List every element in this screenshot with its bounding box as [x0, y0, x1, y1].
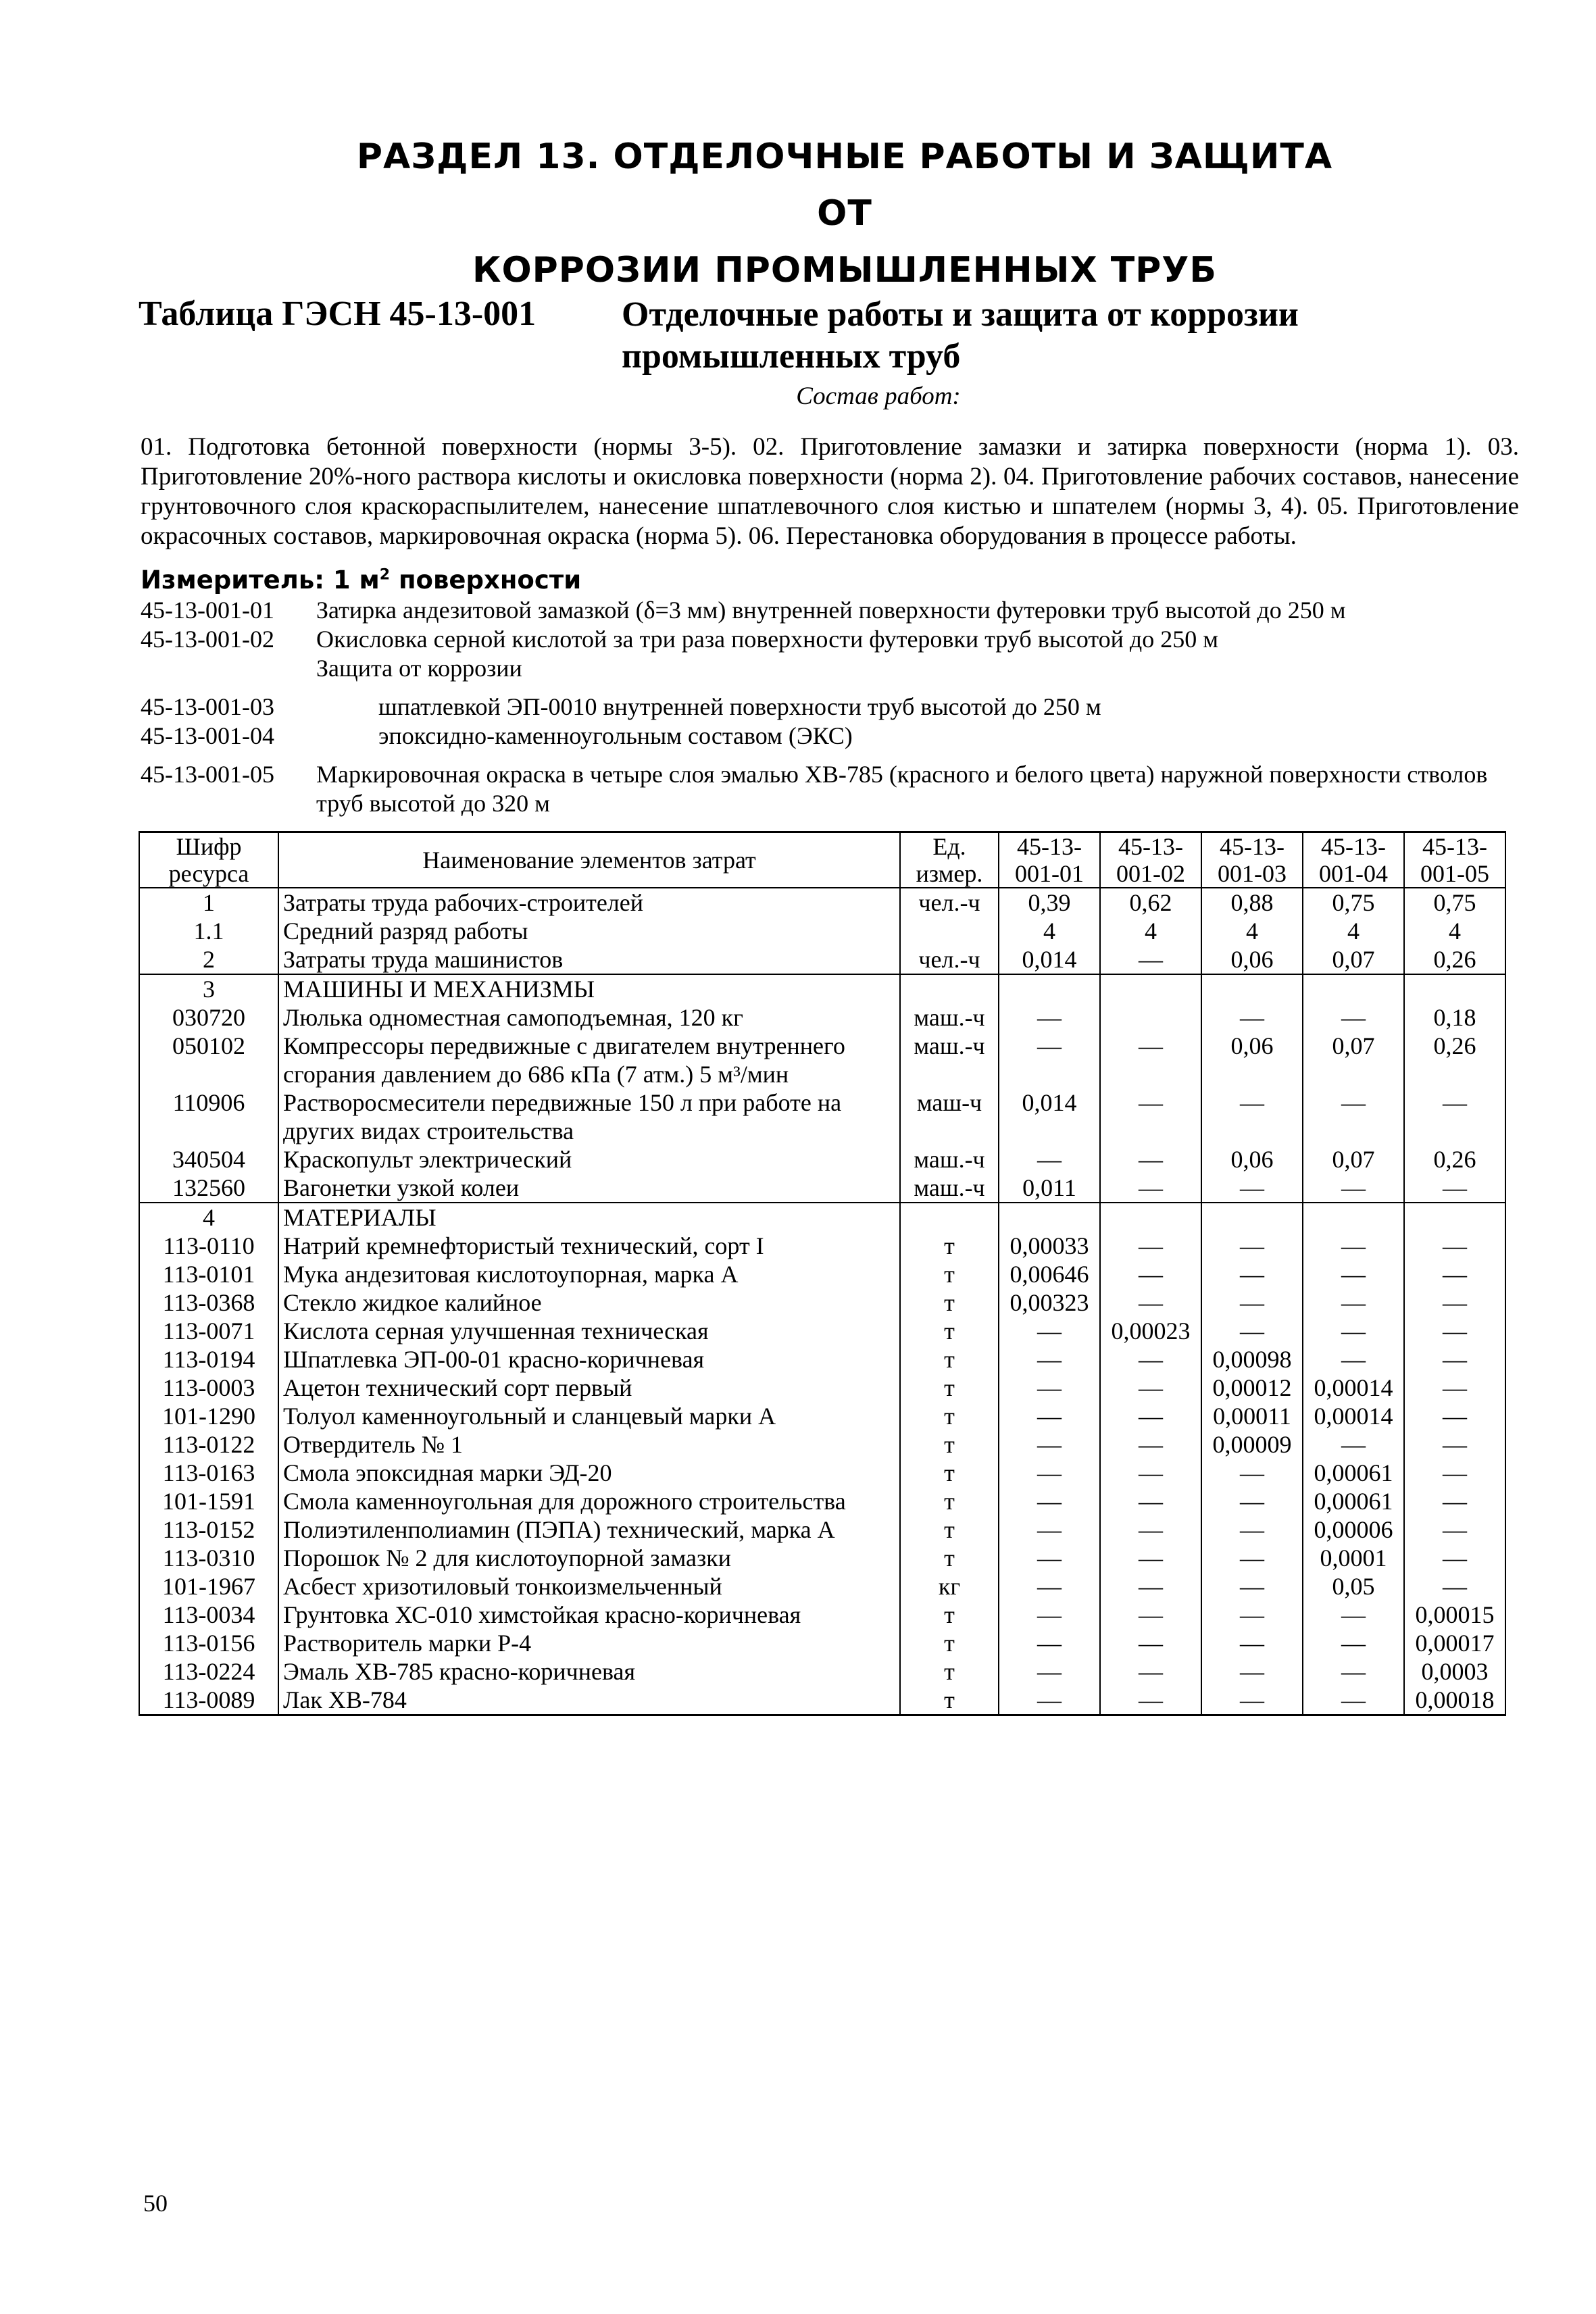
- norm-value: —: [1201, 1601, 1303, 1629]
- norm-value: [1404, 1203, 1505, 1232]
- resource-code: 1.1: [139, 917, 278, 945]
- cost-element-name: Растворитель марки Р-4: [278, 1629, 900, 1657]
- unit: т: [900, 1345, 999, 1374]
- norm-code: 45-13-001-05: [141, 761, 274, 788]
- table-row: [139, 888, 1505, 917]
- resource-code: 113-0003: [139, 1374, 278, 1402]
- norm-value: —: [1404, 1260, 1505, 1288]
- unit: маш-ч: [900, 1088, 999, 1145]
- cost-table-body: [139, 888, 1505, 1715]
- norm-value: —: [1404, 1459, 1505, 1487]
- resource-code: 3: [139, 974, 278, 1003]
- norm-row: [141, 760, 1532, 818]
- table-row: [139, 1088, 1505, 1145]
- table-row: [139, 1345, 1505, 1374]
- norm-value: 0,18: [1404, 1003, 1505, 1032]
- meter-sup: 2: [379, 566, 391, 584]
- table-row: [139, 1544, 1505, 1572]
- table-row: [139, 945, 1505, 974]
- cost-element-name: Мука андезитовая кислотоупорная, марка А: [278, 1260, 900, 1288]
- header-col-5: 45-13-001-05: [1404, 832, 1505, 888]
- norm-value: 0,00061: [1303, 1459, 1404, 1487]
- unit: [900, 917, 999, 945]
- norm-value: —: [1201, 1232, 1303, 1260]
- resource-code: 113-0122: [139, 1430, 278, 1459]
- norm-row: [141, 596, 1532, 625]
- cost-element-name: Растворосмесители передвижные 150 л при работе на других видах строительства: [278, 1088, 900, 1145]
- cost-element-name: Стекло жидкое калийное: [278, 1288, 900, 1317]
- norm-value: —: [1100, 1088, 1201, 1145]
- resource-code: 113-0224: [139, 1657, 278, 1686]
- norm-value: 0,011: [999, 1174, 1100, 1203]
- norm-value: —: [999, 1572, 1100, 1601]
- norm-value: —: [999, 1544, 1100, 1572]
- section-title: [338, 128, 1351, 299]
- unit: маш.-ч: [900, 1174, 999, 1203]
- norm-value: —: [1303, 1601, 1404, 1629]
- norm-value: 0,00017: [1404, 1629, 1505, 1657]
- norm-value: —: [999, 1430, 1100, 1459]
- norm-row: [141, 654, 1532, 683]
- norm-value: 0,39: [999, 888, 1100, 917]
- unit: маш.-ч: [900, 1032, 999, 1088]
- norm-value: 0,00014: [1303, 1374, 1404, 1402]
- norm-value: 0,00009: [1201, 1430, 1303, 1459]
- resource-code: 113-0071: [139, 1317, 278, 1345]
- resource-code: 101-1591: [139, 1487, 278, 1515]
- norm-value: 0,05: [1303, 1572, 1404, 1601]
- norm-value: —: [999, 1686, 1100, 1715]
- unit: т: [900, 1487, 999, 1515]
- norm-code: [141, 654, 316, 683]
- norm-value: —: [1201, 1629, 1303, 1657]
- norm-value: —: [1100, 1487, 1201, 1515]
- table-row: [139, 1686, 1505, 1715]
- norm-value: —: [999, 1515, 1100, 1544]
- cost-element-name: Эмаль ХВ-785 красно-коричневая: [278, 1657, 900, 1686]
- resource-code: 113-0194: [139, 1345, 278, 1374]
- norm-value: —: [1201, 1317, 1303, 1345]
- table-row: [139, 1317, 1505, 1345]
- norm-row: [141, 693, 1532, 722]
- table-row: [139, 1145, 1505, 1174]
- norm-value: —: [1100, 1260, 1201, 1288]
- norm-text: шпатлевкой ЭП-0010 внутренней поверхности труб высотой до 250 м: [378, 693, 1101, 720]
- header-unit: Ед. измер.: [900, 832, 999, 888]
- norm-value: —: [1303, 1629, 1404, 1657]
- norm-value: 0,00061: [1303, 1487, 1404, 1515]
- unit: т: [900, 1657, 999, 1686]
- composition-heading: Состав работ:: [796, 382, 961, 410]
- norm-value: 0,00023: [1100, 1317, 1201, 1345]
- meter-suffix: поверхности: [390, 565, 582, 595]
- norm-value: 0,00012: [1201, 1374, 1303, 1402]
- cost-element-name: Компрессоры передвижные с двигателем внутреннего сгорания давлением до 686 кПа (7 атм.) 5 м³/мин: [278, 1032, 900, 1088]
- norm-value: —: [1303, 1657, 1404, 1686]
- resource-code: 110906: [139, 1088, 278, 1145]
- norm-row: [141, 625, 1532, 654]
- header-col-1: 45-13-001-01: [999, 832, 1100, 888]
- norm-value: —: [1100, 1686, 1201, 1715]
- norm-value: —: [1303, 1088, 1404, 1145]
- norm-value: —: [999, 1003, 1100, 1032]
- norm-value: [999, 974, 1100, 1003]
- cost-element-name: Грунтовка ХС-010 химстойкая красно-коричневая: [278, 1601, 900, 1629]
- unit: т: [900, 1601, 999, 1629]
- norm-text: Окисловка серной кислотой за три раза поверхности футеровки труб высотой до 250 м: [316, 626, 1219, 653]
- norm-value: —: [1201, 1088, 1303, 1145]
- norm-value: —: [1303, 1260, 1404, 1288]
- norm-value: 0,00323: [999, 1288, 1100, 1317]
- norm-value: —: [999, 1487, 1100, 1515]
- norm-value: —: [1100, 1345, 1201, 1374]
- norm-value: —: [999, 1317, 1100, 1345]
- table-row: [139, 1032, 1505, 1088]
- unit: т: [900, 1288, 999, 1317]
- resource-code: 2: [139, 945, 278, 974]
- norm-value: 0,06: [1201, 945, 1303, 974]
- table-section-row: [139, 1203, 1505, 1232]
- norm-value: —: [1303, 1686, 1404, 1715]
- norm-value: —: [1303, 1174, 1404, 1203]
- norm-value: 0,014: [999, 945, 1100, 974]
- norm-value: —: [1201, 1174, 1303, 1203]
- resource-code: 101-1290: [139, 1402, 278, 1430]
- cost-element-name: Затраты труда машинистов: [278, 945, 900, 974]
- table-row: [139, 1003, 1505, 1032]
- table-row: [139, 1657, 1505, 1686]
- norm-value: —: [1404, 1088, 1505, 1145]
- norm-value: —: [1201, 1288, 1303, 1317]
- norm-value: 0,75: [1303, 888, 1404, 917]
- norm-value: —: [999, 1145, 1100, 1174]
- norm-value: 4: [1404, 917, 1505, 945]
- norm-value: —: [1201, 1657, 1303, 1686]
- section-title-line1: РАЗДЕЛ 13. ОТДЕЛОЧНЫЕ РАБОТЫ И ЗАЩИТА ОТ: [356, 136, 1333, 234]
- norm-value: —: [1100, 1032, 1201, 1088]
- unit: т: [900, 1544, 999, 1572]
- norm-value: [1201, 974, 1303, 1003]
- unit: т: [900, 1515, 999, 1544]
- header-name: Наименование элементов затрат: [278, 832, 900, 888]
- norm-text: Затирка андезитовой замазкой (δ=3 мм) внутренней поверхности футеровки труб высотой до 250 м: [316, 597, 1346, 624]
- cost-element-name: Ацетон технический сорт первый: [278, 1374, 900, 1402]
- resource-code: 113-0152: [139, 1515, 278, 1544]
- resource-code: 050102: [139, 1032, 278, 1088]
- norm-value: 0,26: [1404, 945, 1505, 974]
- table-section-row: [139, 974, 1505, 1003]
- norm-value: 0,88: [1201, 888, 1303, 917]
- cost-element-name: Порошок № 2 для кислотоупорной замазки: [278, 1544, 900, 1572]
- norm-value: —: [1201, 1686, 1303, 1715]
- table-row: [139, 1374, 1505, 1402]
- header-col-2: 45-13-001-02: [1100, 832, 1201, 888]
- table-row: [139, 1459, 1505, 1487]
- norm-value: —: [1404, 1345, 1505, 1374]
- norm-value: —: [1303, 1288, 1404, 1317]
- resource-code: 1: [139, 888, 278, 917]
- cost-element-name: Толуол каменноугольный и сланцевый марки А: [278, 1402, 900, 1430]
- norm-value: —: [999, 1374, 1100, 1402]
- header-code: Шифр ресурса: [139, 832, 278, 888]
- norm-value: 0,00646: [999, 1260, 1100, 1288]
- norm-value: 4: [1303, 917, 1404, 945]
- section-title-line2: КОРРОЗИИ ПРОМЫШЛЕННЫХ ТРУБ: [472, 250, 1218, 291]
- norm-value: 0,0001: [1303, 1544, 1404, 1572]
- norm-value: —: [1100, 1515, 1201, 1544]
- norm-code: 45-13-001-01: [141, 597, 274, 624]
- norm-value: 0,00033: [999, 1232, 1100, 1260]
- unit: т: [900, 1686, 999, 1715]
- norm-value: —: [1404, 1374, 1505, 1402]
- unit: чел.-ч: [900, 888, 999, 917]
- norms-list: [141, 596, 1532, 818]
- norm-value: —: [1404, 1515, 1505, 1544]
- norm-value: —: [1303, 1232, 1404, 1260]
- norm-value: —: [1404, 1317, 1505, 1345]
- norm-value: [1201, 1203, 1303, 1232]
- norm-value: 0,07: [1303, 1145, 1404, 1174]
- norm-value: —: [1404, 1487, 1505, 1515]
- unit: кг: [900, 1572, 999, 1601]
- unit: т: [900, 1402, 999, 1430]
- norm-value: —: [1100, 1629, 1201, 1657]
- cost-element-name: Затраты труда рабочих-строителей: [278, 888, 900, 917]
- unit: т: [900, 1260, 999, 1288]
- norm-value: —: [999, 1032, 1100, 1088]
- norm-value: —: [1303, 1345, 1404, 1374]
- norm-code: 45-13-001-03: [141, 693, 274, 720]
- cost-element-name: Лак ХВ-784: [278, 1686, 900, 1715]
- cost-element-name: Вагонетки узкой колеи: [278, 1174, 900, 1203]
- resource-code: 030720: [139, 1003, 278, 1032]
- norm-value: 0,00014: [1303, 1402, 1404, 1430]
- cost-element-name: Краскопульт электрический: [278, 1145, 900, 1174]
- table-row: [139, 1288, 1505, 1317]
- norm-text: Защита от коррозии: [316, 655, 522, 682]
- norm-value: 0,07: [1303, 945, 1404, 974]
- norm-value: —: [1100, 1459, 1201, 1487]
- norm-value: —: [1404, 1544, 1505, 1572]
- norm-value: —: [1404, 1174, 1505, 1203]
- cost-element-name: Натрий кремнефтористый технический, сорт I: [278, 1232, 900, 1260]
- norm-value: —: [1100, 1402, 1201, 1430]
- norm-value: —: [1100, 945, 1201, 974]
- resource-code: 113-0156: [139, 1629, 278, 1657]
- unit: [900, 974, 999, 1003]
- norm-value: 0,014: [999, 1088, 1100, 1145]
- resource-code: 101-1967: [139, 1572, 278, 1601]
- unit: т: [900, 1459, 999, 1487]
- norm-value: —: [1303, 1430, 1404, 1459]
- norm-value: [1404, 974, 1505, 1003]
- cost-element-name: Шпатлевка ЭП-00-01 красно-коричневая: [278, 1345, 900, 1374]
- norm-value: 0,00018: [1404, 1686, 1505, 1715]
- norm-value: —: [1100, 1145, 1201, 1174]
- norm-value: —: [1201, 1544, 1303, 1572]
- unit: [900, 1203, 999, 1232]
- unit: маш.-ч: [900, 1145, 999, 1174]
- cost-element-name: Полиэтиленполиамин (ПЭПА) технический, марка А: [278, 1515, 900, 1544]
- norm-value: —: [999, 1459, 1100, 1487]
- norm-code: 45-13-001-04: [141, 722, 274, 749]
- resource-code: 4: [139, 1203, 278, 1232]
- resource-code: 113-0368: [139, 1288, 278, 1317]
- norm-value: —: [1404, 1232, 1505, 1260]
- cost-element-name: Отвердитель № 1: [278, 1430, 900, 1459]
- cost-element-name: МАШИНЫ И МЕХАНИЗМЫ: [278, 974, 900, 1003]
- table-row: [139, 1430, 1505, 1459]
- table-row: [139, 1629, 1505, 1657]
- norm-value: 0,06: [1201, 1032, 1303, 1088]
- resource-code: 113-0089: [139, 1686, 278, 1715]
- table-row: [139, 1174, 1505, 1203]
- norm-value: 0,00098: [1201, 1345, 1303, 1374]
- header-col-3: 45-13-001-03: [1201, 832, 1303, 888]
- unit: чел.-ч: [900, 945, 999, 974]
- norm-value: —: [1100, 1572, 1201, 1601]
- norm-value: 0,26: [1404, 1032, 1505, 1088]
- unit: т: [900, 1629, 999, 1657]
- norm-value: 0,00006: [1303, 1515, 1404, 1544]
- table-row: [139, 1572, 1505, 1601]
- table-row: [139, 1260, 1505, 1288]
- composition-text: 01. Подготовка бетонной поверхности (нормы 3-5). 02. Приготовление замазки и затирка поверхности (норма 1). 03. Приготовление 20%-ного раствора кислоты и окисловка поверхности (норма 2). 04. Приготовление рабочих составов, нанесение грунтовочного слоя краскораспылителем, нанесение шпатлевочного слоя кистью и шпателем (нормы 3, 4). 05. Приготовление окрасочных составов, маркировочная окраска (норма 5). 06. Перестановка оборудования в процессе работы.: [141, 433, 1519, 550]
- unit: т: [900, 1430, 999, 1459]
- norm-value: 4: [999, 917, 1100, 945]
- cost-element-name: Люлька одноместная самоподъемная, 120 кг: [278, 1003, 900, 1032]
- norm-value: [1100, 1003, 1201, 1032]
- cost-table: [139, 831, 1506, 1716]
- norm-value: —: [1404, 1402, 1505, 1430]
- page-number: 50: [143, 2190, 168, 2217]
- resource-code: 132560: [139, 1174, 278, 1203]
- norm-value: [999, 1203, 1100, 1232]
- norm-value: —: [999, 1629, 1100, 1657]
- cost-element-name: Асбест хризотиловый тонкоизмельченный: [278, 1572, 900, 1601]
- norm-value: —: [1100, 1174, 1201, 1203]
- table-row: [139, 917, 1505, 945]
- resource-code: 113-0110: [139, 1232, 278, 1260]
- norm-value: —: [1100, 1657, 1201, 1686]
- unit: т: [900, 1317, 999, 1345]
- norm-value: 0,06: [1201, 1145, 1303, 1174]
- table-row: [139, 1402, 1505, 1430]
- unit: т: [900, 1374, 999, 1402]
- norm-text: эпоксидно-каменноугольным составом (ЭКС): [378, 722, 853, 749]
- cost-element-name: Средний разряд работы: [278, 917, 900, 945]
- norm-value: —: [999, 1601, 1100, 1629]
- norm-code: 45-13-001-02: [141, 626, 274, 653]
- norm-value: —: [1404, 1572, 1505, 1601]
- norm-value: —: [1201, 1487, 1303, 1515]
- norm-value: —: [1201, 1260, 1303, 1288]
- meter: [141, 565, 581, 595]
- norm-value: —: [1201, 1459, 1303, 1487]
- norm-text: Маркировочная окраска в четыре слоя эмалью ХВ-785 (красного и белого цвета) наружной поверхности стволов труб высотой до 320 м: [316, 761, 1488, 817]
- resource-code: 113-0034: [139, 1601, 278, 1629]
- unit: т: [900, 1232, 999, 1260]
- meter-prefix: Измеритель: 1 м: [141, 565, 380, 595]
- norm-value: —: [1100, 1374, 1201, 1402]
- norm-value: 0,07: [1303, 1032, 1404, 1088]
- norm-value: —: [999, 1657, 1100, 1686]
- norm-value: [1100, 974, 1201, 1003]
- norm-value: [1303, 1203, 1404, 1232]
- norm-value: —: [1303, 1317, 1404, 1345]
- resource-code: 340504: [139, 1145, 278, 1174]
- table-row: [139, 1601, 1505, 1629]
- norm-value: —: [1303, 1003, 1404, 1032]
- norm-value: 4: [1100, 917, 1201, 945]
- norm-value: 0,75: [1404, 888, 1505, 917]
- table-row: [139, 1487, 1505, 1515]
- norm-value: [1100, 1203, 1201, 1232]
- norm-value: 0,0003: [1404, 1657, 1505, 1686]
- cost-element-name: МАТЕРИАЛЫ: [278, 1203, 900, 1232]
- norm-value: 0,62: [1100, 888, 1201, 917]
- table-row: [139, 1232, 1505, 1260]
- norm-value: —: [1201, 1003, 1303, 1032]
- norm-value: —: [1201, 1515, 1303, 1544]
- norm-value: —: [999, 1402, 1100, 1430]
- resource-code: 113-0163: [139, 1459, 278, 1487]
- table-header-row: [139, 832, 1505, 888]
- norm-value: 4: [1201, 917, 1303, 945]
- cost-element-name: Кислота серная улучшенная техническая: [278, 1317, 900, 1345]
- norm-value: 0,00015: [1404, 1601, 1505, 1629]
- table-code: Таблица ГЭСН 45-13-001: [139, 295, 537, 333]
- table-row: [139, 1515, 1505, 1544]
- norm-row: [141, 722, 1532, 751]
- resource-code: 113-0101: [139, 1260, 278, 1288]
- norm-value: —: [999, 1345, 1100, 1374]
- norm-value: 0,26: [1404, 1145, 1505, 1174]
- norm-value: —: [1100, 1232, 1201, 1260]
- norm-value: —: [1404, 1430, 1505, 1459]
- norm-value: —: [1100, 1601, 1201, 1629]
- resource-code: 113-0310: [139, 1544, 278, 1572]
- norm-value: —: [1100, 1544, 1201, 1572]
- norm-value: —: [1100, 1288, 1201, 1317]
- norm-value: 0,00011: [1201, 1402, 1303, 1430]
- unit: маш.-ч: [900, 1003, 999, 1032]
- table-title: Отделочные работы и защита от коррозии промышленных труб: [622, 295, 1299, 376]
- norm-value: —: [1100, 1430, 1201, 1459]
- norm-value: —: [1404, 1288, 1505, 1317]
- cost-element-name: Смола эпоксидная марки ЭД-20: [278, 1459, 900, 1487]
- norm-value: [1303, 974, 1404, 1003]
- norm-value: —: [1201, 1572, 1303, 1601]
- cost-element-name: Смола каменноугольная для дорожного строительства: [278, 1487, 900, 1515]
- header-col-4: 45-13-001-04: [1303, 832, 1404, 888]
